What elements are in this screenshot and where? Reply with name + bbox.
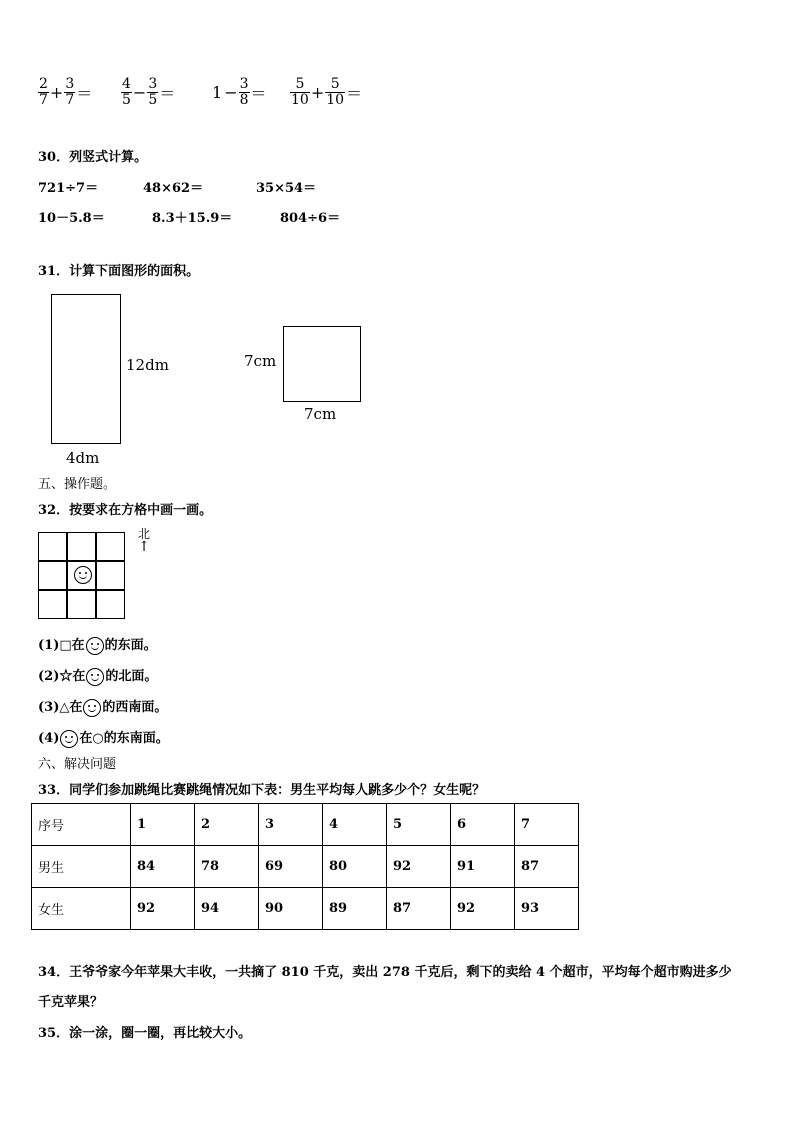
north-indicator — [138, 528, 150, 554]
table-cell: 69 — [259, 846, 323, 888]
q34-text-line1: 34．王爷爷家今年苹果大丰收，一共摘了 810 千克，卖出 278 千克后，剩下的卖给 4 个超市，平均每个超市购进多少 — [38, 965, 732, 980]
q30-title: 30．列竖式计算。 — [38, 150, 148, 165]
table-cell: 序号 — [32, 804, 131, 846]
q32-item-2: (2)☆在 的北面。 — [38, 669, 158, 684]
table-row — [32, 846, 579, 888]
table-cell: 90 — [259, 888, 323, 930]
calc-item: 721÷7＝ — [38, 181, 99, 196]
q32-item-3: (3)△在 的西南面。 — [38, 700, 168, 715]
operator: − — [224, 83, 238, 102]
table-cell: 女生 — [32, 888, 131, 930]
fraction-expr-4 — [290, 77, 363, 108]
table-cell: 3 — [259, 804, 323, 846]
operator: + — [310, 83, 325, 102]
fraction-expr-3 — [211, 77, 268, 108]
calc-item: 804÷6＝ — [280, 211, 341, 226]
table-cell: 94 — [195, 888, 259, 930]
whole-number: 1 — [212, 83, 223, 102]
operator: + — [49, 83, 64, 102]
table-cell: 4 — [323, 804, 387, 846]
fraction: $\frac{4}{5}$ — [122, 76, 131, 108]
table-row — [32, 888, 579, 930]
table-cell: 92 — [131, 888, 195, 930]
q31-title: 31．计算下面图形的面积。 — [38, 264, 200, 279]
fraction: $\frac{3}{7}$ — [65, 76, 75, 108]
table-cell: 91 — [451, 846, 515, 888]
equals: ＝ — [346, 84, 363, 103]
smiley-icon — [74, 566, 92, 584]
calc-item: 8.3＋15.9＝ — [152, 211, 233, 226]
table-cell: 92 — [451, 888, 515, 930]
table-cell: 84 — [131, 846, 195, 888]
table-cell: 92 — [387, 846, 451, 888]
section-heading: 五、操作题。 — [38, 477, 117, 492]
table-cell: 87 — [387, 888, 451, 930]
q35-title: 35．涂一涂，圈一圈，再比较大小。 — [38, 1026, 252, 1041]
fraction: $\frac{2}{7}$ — [39, 76, 48, 108]
operator: − — [132, 83, 147, 102]
table-cell: 80 — [323, 846, 387, 888]
table-cell: 78 — [195, 846, 259, 888]
q32-item-4: (4) 在○的东南面。 — [38, 731, 169, 746]
equals: ＝ — [159, 84, 176, 103]
equals: ＝ — [76, 84, 93, 103]
table-cell: 89 — [323, 888, 387, 930]
smiley-icon — [60, 730, 78, 748]
section-heading: 六、解决问题 — [38, 757, 117, 772]
table-cell: 6 — [451, 804, 515, 846]
table-row — [32, 804, 579, 846]
smiley-icon — [83, 699, 101, 717]
rect-height-label: 12dm — [126, 356, 169, 374]
table-cell: 5 — [387, 804, 451, 846]
fraction-expr-1 — [38, 77, 93, 108]
square-bottom-label: 7cm — [304, 405, 337, 423]
q32-item-1: (1)□在 的东面。 — [38, 638, 157, 653]
jump-rope-table — [31, 803, 579, 930]
drawing-grid — [38, 532, 126, 619]
q33-title: 33．同学们参加跳绳比赛跳绳情况如下表：男生平均每人跳多少个？女生呢？ — [38, 783, 486, 798]
q32-title: 32．按要求在方格中画一画。 — [38, 503, 213, 518]
rectangle-shape — [51, 294, 121, 444]
table-cell: 93 — [515, 888, 579, 930]
fraction: $\frac{5}{10}$ — [291, 76, 309, 108]
table-cell: 2 — [195, 804, 259, 846]
table-cell: 7 — [515, 804, 579, 846]
calc-item: 48×62＝ — [143, 181, 204, 196]
table-cell: 1 — [131, 804, 195, 846]
equals: ＝ — [250, 84, 267, 103]
fraction: $\frac{5}{10}$ — [326, 76, 345, 108]
table-cell: 男生 — [32, 846, 131, 888]
square-side-label: 7cm — [244, 352, 277, 370]
calc-item: 35×54＝ — [256, 181, 317, 196]
fraction: $\frac{3}{5}$ — [148, 76, 158, 108]
north-arrow-icon: ↑ — [138, 539, 150, 555]
fraction: $\frac{3}{8}$ — [239, 76, 249, 108]
calc-item: 10－5.8＝ — [38, 211, 105, 226]
rect-width-label: 4dm — [66, 449, 100, 467]
north-label: 北 — [138, 527, 151, 541]
q34-text-line2: 千克苹果？ — [38, 995, 104, 1010]
smiley-icon — [86, 637, 104, 655]
table-cell: 87 — [515, 846, 579, 888]
fraction-expr-2 — [121, 77, 176, 108]
square-shape — [283, 326, 361, 402]
smiley-icon — [86, 668, 104, 686]
